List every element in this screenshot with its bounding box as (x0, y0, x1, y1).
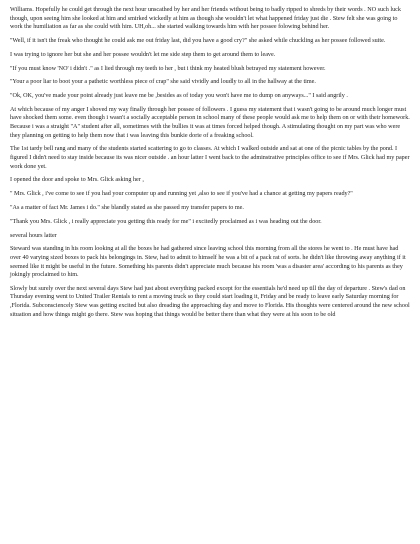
paragraph: "As a matter of fact Mr. James i do." she blandly stated as she passed my transfer papers to me. (10, 204, 244, 211)
paragraph: "Thank you Mrs. Glick , i really appreciate you getting this ready for me" i excitedly proclaimed as i was heading out the door. (10, 218, 322, 225)
paragraph: Williams. Hopefully he could get through the next hour unscathed by her and her friends without being to badly ripped to shreds by their words . NO such luck though, upon seeing him she looked at him and smirked wickedly at him as though she wouldn't let what happened friday just die . Stew felt she was going to work the humiliation as far as she could with him. UH,oh... she started walking towards him with her possee folowing behind her. (10, 7, 401, 31)
paragraph: "Well, if it isn't the freak who thought he could ask me out friday last, did you have a good cry?" she asked while chuckling as her possee followed suite. (10, 37, 386, 44)
paragraph: "If you must know 'NO' i didn't ." as I lied through my teeth to her , but i think my heated blush betrayed my statement however. (10, 65, 326, 72)
paragraph: I opened the door and spoke to Mrs. Glick asking her , (10, 177, 144, 184)
paragraph: "Your a poor liar to boot your a pathetic worthless piece of crap" she said vividly and loudly to all in the hallway at the time. (10, 79, 316, 86)
paragraph: " Mrs. Glick , i've come to see if you had your computer up and running yet ,also to see if you've had a chance at getting my papers ready?" (10, 191, 353, 198)
paragraph: Steward was standing in his room looking at all the boxes he had gathered since leaving school this morning from all the stores he went to . He must have had over 40 varying sized boxes to pack his belongings in. Stew, had to admit to himself he was a bit of a pack rat of sorts. he didn't like throwing away anything if it seemed like it might be useful in the future. Something his parents didn't appreciate much because his room 'was a disaster area' according to his parents as they jokingly proclaimed to him. (10, 246, 406, 279)
document-page (10, 6, 410, 324)
paragraph: Slowly but surely over the next several days Stew had just about everything packed except for the essentials he'd need up till the day of departure . Stew's dad on Thursday evening went to United Trailer Rentals to rent a moving truck so they could start loading it, Friday and be ready to leave early Saturday morning for ,Florida. Subconsciencely Stew was getting excited but also dreading the approaching day and move to Florida. His thoughts were centered around the new school situation and how things might go there. Stew was hoping that things would be better there than what they were at his soon to be old (10, 285, 410, 318)
paragraph: "Ok, OK, you've made your point already just leave me be ,besides as of today you won't have me to dump on anyways..." I said angrily . (10, 93, 348, 100)
paragraph: I was trying to ignore her but she and her possee wouldn't let me side step them to get around them to leave. (10, 51, 276, 58)
scene-break-heading: several hours latter (10, 232, 57, 239)
paragraph: At which because of my anger I shoved my way finally through her possee of followers . I guess my statement that i wasn't going to be around much longer must have shocked them some. even though i wasn't a socially acceptable person in school many of these people would ask me to help them on or with their homework. Because i was a straight "A" student after all, sometimes with the bullies it was at times forced helped though. A stimulating thought on my part was who were they planning on getting to help them now that i was leaving this bunkie dorie of a freaking school. (10, 106, 410, 139)
paragraph: The 1st tardy bell rang and many of the students started scattering to go to classes. At which I walked outside and sat at one of the picnic tables by the pond. I figured I didn't need to stay inside because its was nicer outside . an hour latter I went back to the adminstrative principles office to see if Mrs. Glick had my paper work done yet. (10, 146, 410, 170)
